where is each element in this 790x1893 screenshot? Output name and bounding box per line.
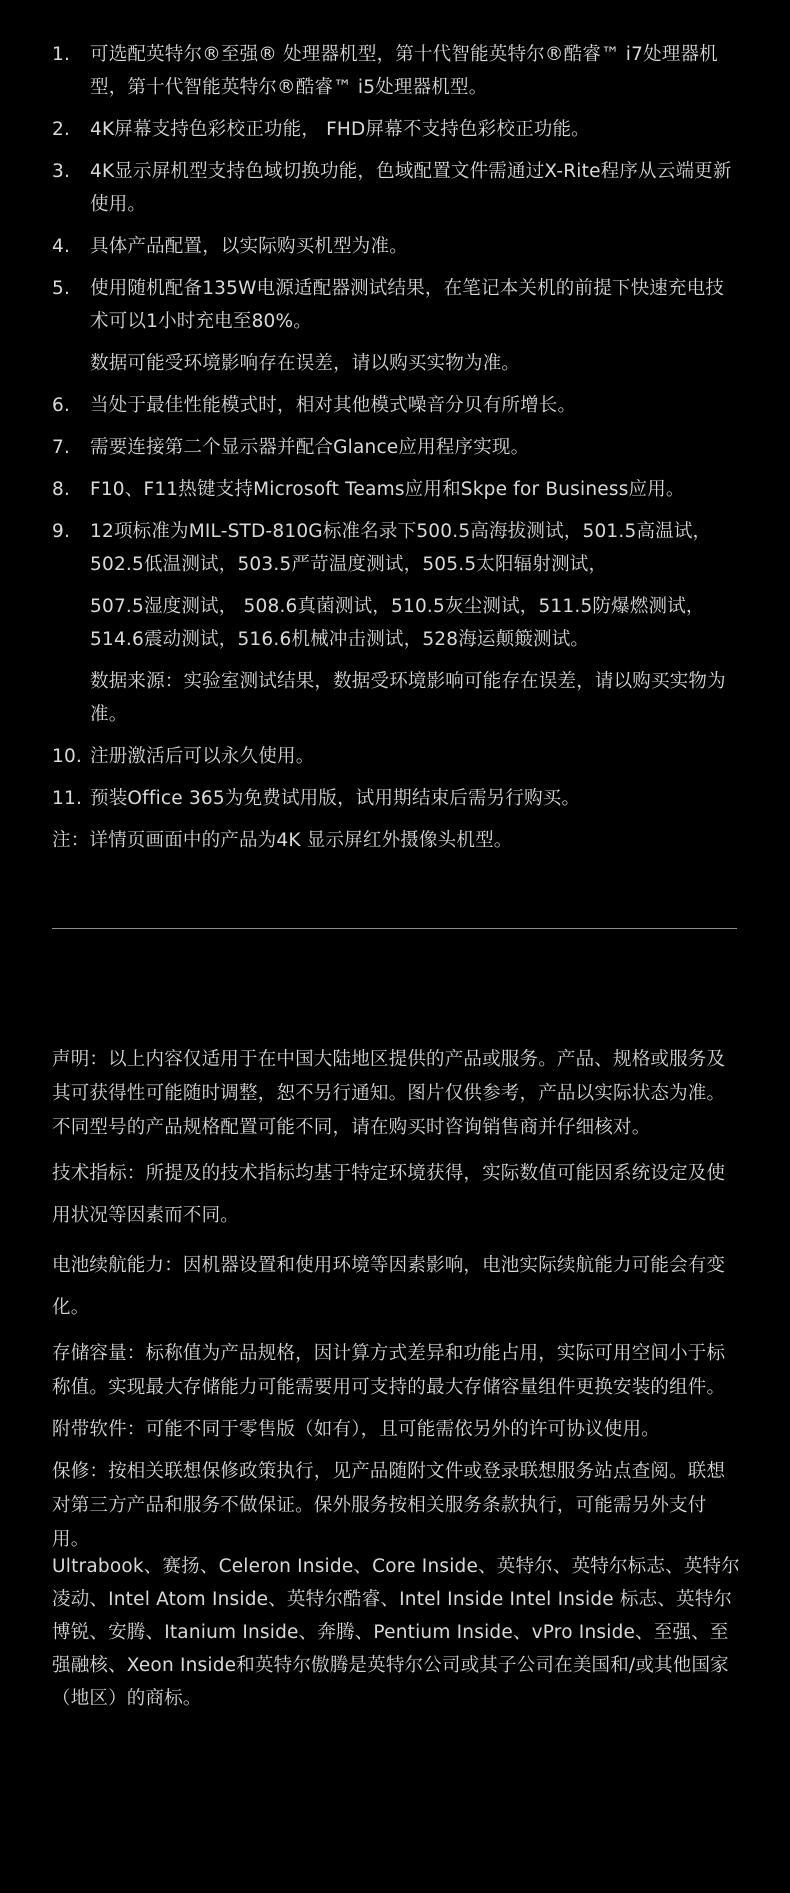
note-text: 预装Office 365为免费试用版，试用期结束后需另行购买。 xyxy=(90,788,581,809)
note-number: 3. xyxy=(52,161,71,182)
note-continuation: 数据来源：实验室测试结果，数据受环境影响可能存在误差，请以购买实物为准。 xyxy=(90,671,726,725)
note-item xyxy=(52,473,742,506)
declaration-paragraph: 附带软件：可能不同于零售版（如有），且可能需依另外的许可协议使用。 xyxy=(52,1419,660,1440)
note-item xyxy=(52,38,742,104)
declarations-section xyxy=(52,1043,742,1565)
note-continuation: 数据可能受环境影响存在误差，请以购买实物为准。 xyxy=(90,353,521,374)
declaration-paragraph: 技术指标：所提及的技术指标均基于特定环境获得，实际数值可能因系统设定及使用状况等因素而不同。 xyxy=(52,1163,726,1226)
note-number: 4. xyxy=(52,236,71,257)
note-item xyxy=(52,782,742,815)
note-text: 需要连接第二个显示器并配合Glance应用程序实现。 xyxy=(90,437,530,458)
note-text: 4K屏幕支持色彩校正功能， FHD屏幕不支持色彩校正功能。 xyxy=(90,119,590,140)
note-item xyxy=(52,230,742,263)
notes-list xyxy=(52,38,742,857)
note-item xyxy=(52,155,742,221)
note-continuation: 507.5湿度测试， 508.6真菌测试，510.5灰尘测试，511.5防爆燃测试，514.6震动测试，516.6机械冲击测试，528海运颠簸测试。 xyxy=(90,596,705,650)
footnote: 注：详情页画面中的产品为4K 显示屏红外摄像头机型。 xyxy=(52,830,513,851)
note-text: 当处于最佳性能模式时，相对其他模式噪音分贝有所增长。 xyxy=(90,395,577,416)
note-number: 5. xyxy=(52,278,71,299)
note-item xyxy=(52,272,742,338)
section-divider xyxy=(52,928,737,929)
note-number: 8. xyxy=(52,479,71,500)
note-number: 1. xyxy=(52,44,71,65)
note-item xyxy=(52,740,742,773)
declaration-paragraph: 存储容量：标称值为产品规格，因计算方式差异和功能占用，实际可用空间小于标称值。实现最大存储能力可能需要用可支持的最大存储容量组件更换安装的组件。 xyxy=(52,1343,726,1398)
note-number: 7. xyxy=(52,437,71,458)
trademark-notice: Ultrabook、赛扬、Celeron Inside、Core Inside、英特尔、英特尔标志、英特尔凌动、Intel Atom Inside、英特尔酷睿、Intel Inside Intel Inside 标志、英特尔博锐、安腾、Itanium Inside、奔腾、Pentium Inside、vPro Inside、至强、至强融核、Xeon Inside和英特尔傲腾是英特尔公司或其子公司在美国和/或其他国家（地区）的商标。 xyxy=(52,1556,740,1709)
note-item xyxy=(52,515,742,581)
note-number: 11. xyxy=(52,788,83,809)
note-text: 注册激活后可以永久使用。 xyxy=(90,746,315,767)
note-item xyxy=(52,431,742,464)
note-text: 具体产品配置，以实际购买机型为准。 xyxy=(90,236,408,257)
note-text: F10、F11热键支持Microsoft Teams应用和Skpe for Business应用。 xyxy=(90,479,685,500)
note-item xyxy=(52,113,742,146)
declaration-paragraph: 电池续航能力：因机器设置和使用环境等因素影响，电池实际续航能力可能会有变化。 xyxy=(52,1255,726,1318)
note-number: 9. xyxy=(52,521,71,542)
note-text: 可选配英特尔®至强® 处理器机型，第十代智能英特尔®酷睿™ i7处理器机型，第十代智能英特尔®酷睿™ i5处理器机型。 xyxy=(90,44,718,98)
declaration-paragraph: 声明：以上内容仅适用于在中国大陆地区提供的产品或服务。产品、规格或服务及其可获得性可能随时调整，恕不另行通知。图片仅供参考，产品以实际状态为准。不同型号的产品规格配置可能不同，请在购买时咨询销售商并仔细核对。 xyxy=(52,1049,726,1138)
note-text: 使用随机配备135W电源适配器测试结果，在笔记本关机的前提下快速充电技术可以1小时充电至80%。 xyxy=(90,278,725,332)
note-number: 2. xyxy=(52,119,71,140)
declaration-paragraph: 保修：按相关联想保修政策执行，见产品随附文件或登录联想服务站点查阅。联想对第三方产品和服务不做保证。保外服务按相关服务条款执行，可能需另外支付用。 xyxy=(52,1461,726,1550)
note-item xyxy=(52,389,742,422)
note-number: 6. xyxy=(52,395,71,416)
note-text: 12项标准为MIL-STD-810G标准名录下500.5高海拔测试，501.5高温试，502.5低温测试，503.5严苛温度测试，505.5太阳辐射测试， xyxy=(90,521,712,575)
note-text: 4K显示屏机型支持色域切换功能，色域配置文件需通过X-Rite程序从云端更新使用。 xyxy=(90,161,732,215)
note-number: 10. xyxy=(52,746,83,767)
